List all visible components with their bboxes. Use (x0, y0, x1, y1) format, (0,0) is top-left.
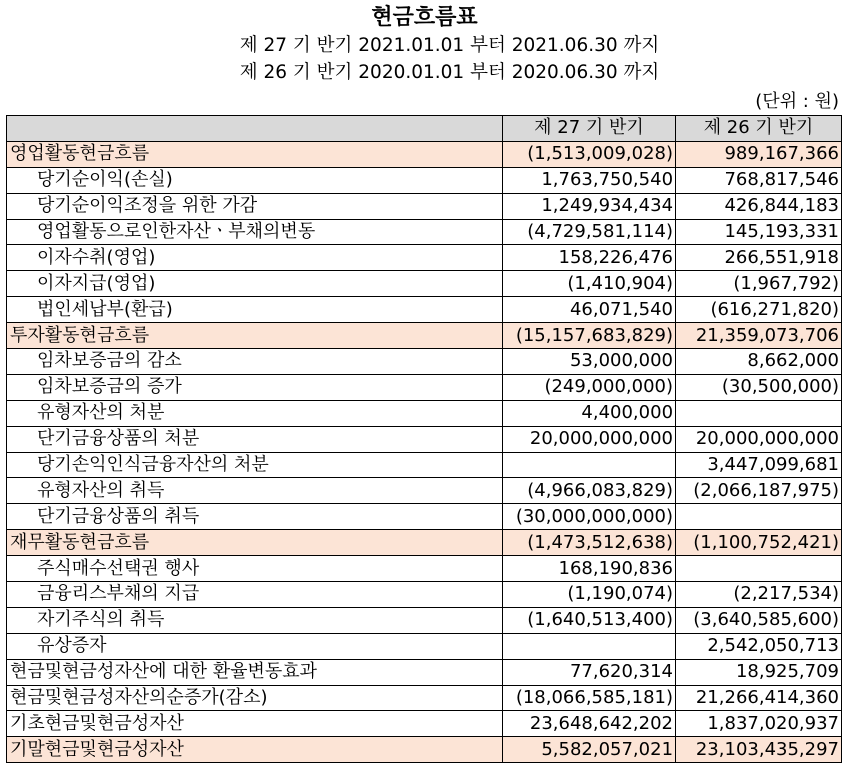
table-header-row (7, 116, 842, 142)
row-label: 기말현금및현금성자산 (7, 737, 503, 763)
header-prior-period: 제 26 기 반기 (676, 116, 842, 142)
row-label: 단기금융상품의 취득 (7, 504, 503, 530)
row-label: 당기순이익조정을 위한 가감 (7, 193, 503, 219)
statement-title: 현금흐름표 (371, 5, 478, 30)
unit-label: (단위 : 원) (755, 91, 839, 112)
row-prior-value: 20,000,000,000 (676, 426, 842, 452)
row-prior-value: (1,967,792) (676, 271, 842, 297)
table-row (7, 167, 842, 193)
table-row (7, 530, 842, 556)
row-current-value: (1,190,074) (502, 582, 675, 608)
table-row (7, 659, 842, 685)
row-label: 당기손익인식금융자산의 처분 (7, 452, 503, 478)
table-row (7, 349, 842, 375)
row-current-value: (15,157,683,829) (502, 323, 675, 349)
row-prior-value: (3,640,585,600) (676, 607, 842, 633)
row-label: 유형자산의 취득 (7, 478, 503, 504)
row-label: 투자활동현금흐름 (7, 323, 503, 349)
row-prior-value: 21,266,414,360 (676, 685, 842, 711)
table-row (7, 426, 842, 452)
row-current-value (502, 452, 675, 478)
row-prior-value: 266,551,918 (676, 245, 842, 271)
row-label: 이자지급(영업) (7, 271, 503, 297)
row-current-value: (30,000,000,000) (502, 504, 675, 530)
table-row (7, 556, 842, 582)
row-current-value (502, 633, 675, 659)
row-label: 자기주식의 취득 (7, 607, 503, 633)
table-row (7, 374, 842, 400)
row-label: 영업활동으로인한자산ㆍ부채의변동 (7, 219, 503, 245)
table-row (7, 271, 842, 297)
header-current-period: 제 27 기 반기 (502, 116, 675, 142)
row-prior-value (676, 556, 842, 582)
row-prior-value: 23,103,435,297 (676, 737, 842, 763)
row-label: 단기금융상품의 처분 (7, 426, 503, 452)
row-prior-value (676, 400, 842, 426)
table-row (7, 633, 842, 659)
row-prior-value: 18,925,709 (676, 659, 842, 685)
table-body (7, 141, 842, 762)
row-current-value: 5,582,057,021 (502, 737, 675, 763)
row-current-value: 1,763,750,540 (502, 167, 675, 193)
row-prior-value (676, 504, 842, 530)
row-current-value: (18,066,585,181) (502, 685, 675, 711)
cash-flow-table (6, 115, 842, 763)
row-current-value: (1,513,009,028) (502, 141, 675, 167)
row-current-value: (249,000,000) (502, 374, 675, 400)
row-prior-value: 21,359,073,706 (676, 323, 842, 349)
row-prior-value: 989,167,366 (676, 141, 842, 167)
row-label: 주식매수선택권 행사 (7, 556, 503, 582)
row-current-value: 46,071,540 (502, 297, 675, 323)
row-label: 현금및현금성자산의순증가(감소) (7, 685, 503, 711)
row-label: 영업활동현금흐름 (7, 141, 503, 167)
row-current-value: 1,249,934,434 (502, 193, 675, 219)
table-row (7, 400, 842, 426)
row-current-value: 77,620,314 (502, 659, 675, 685)
row-current-value: (4,966,083,829) (502, 478, 675, 504)
row-prior-value: 1,837,020,937 (676, 711, 842, 737)
table-row (7, 685, 842, 711)
row-prior-value: 2,542,050,713 (676, 633, 842, 659)
row-current-value: (1,640,513,400) (502, 607, 675, 633)
row-label: 임차보증금의 증가 (7, 374, 503, 400)
row-label: 임차보증금의 감소 (7, 349, 503, 375)
row-prior-value: 768,817,546 (676, 167, 842, 193)
table-row (7, 607, 842, 633)
table-row (7, 297, 842, 323)
period-prior: 제 26 기 반기 2020.01.01 부터 2020.06.30 까지 (239, 62, 660, 83)
table-row (7, 323, 842, 349)
row-prior-value: 145,193,331 (676, 219, 842, 245)
row-prior-value: (2,066,187,975) (676, 478, 842, 504)
table-row (7, 219, 842, 245)
row-prior-value: (30,500,000) (676, 374, 842, 400)
table-row (7, 193, 842, 219)
row-prior-value: (2,217,534) (676, 582, 842, 608)
row-prior-value: 3,447,099,681 (676, 452, 842, 478)
period-current: 제 27 기 반기 2021.01.01 부터 2021.06.30 까지 (239, 35, 660, 56)
row-prior-value: (616,271,820) (676, 297, 842, 323)
table-row (7, 711, 842, 737)
row-prior-value: 8,662,000 (676, 349, 842, 375)
row-label: 이자수취(영업) (7, 245, 503, 271)
row-current-value: 53,000,000 (502, 349, 675, 375)
row-label: 유상증자 (7, 633, 503, 659)
table-row (7, 478, 842, 504)
row-label: 당기순이익(손실) (7, 167, 503, 193)
table-row (7, 582, 842, 608)
row-current-value: 158,226,476 (502, 245, 675, 271)
row-current-value: 4,400,000 (502, 400, 675, 426)
row-prior-value: (1,100,752,421) (676, 530, 842, 556)
table-row (7, 245, 842, 271)
table-row (7, 737, 842, 763)
row-current-value: 20,000,000,000 (502, 426, 675, 452)
row-label: 현금및현금성자산에 대한 환율변동효과 (7, 659, 503, 685)
row-current-value: (4,729,581,114) (502, 219, 675, 245)
row-label: 유형자산의 처분 (7, 400, 503, 426)
table-row (7, 141, 842, 167)
row-current-value: 168,190,836 (502, 556, 675, 582)
row-current-value: (1,473,512,638) (502, 530, 675, 556)
table-row (7, 504, 842, 530)
row-current-value: (1,410,904) (502, 271, 675, 297)
row-label: 재무활동현금흐름 (7, 530, 503, 556)
row-prior-value: 426,844,183 (676, 193, 842, 219)
row-label: 법인세납부(환급) (7, 297, 503, 323)
row-current-value: 23,648,642,202 (502, 711, 675, 737)
table-row (7, 452, 842, 478)
row-label: 금융리스부채의 지급 (7, 582, 503, 608)
row-label: 기초현금및현금성자산 (7, 711, 503, 737)
header-label-column (7, 116, 503, 142)
